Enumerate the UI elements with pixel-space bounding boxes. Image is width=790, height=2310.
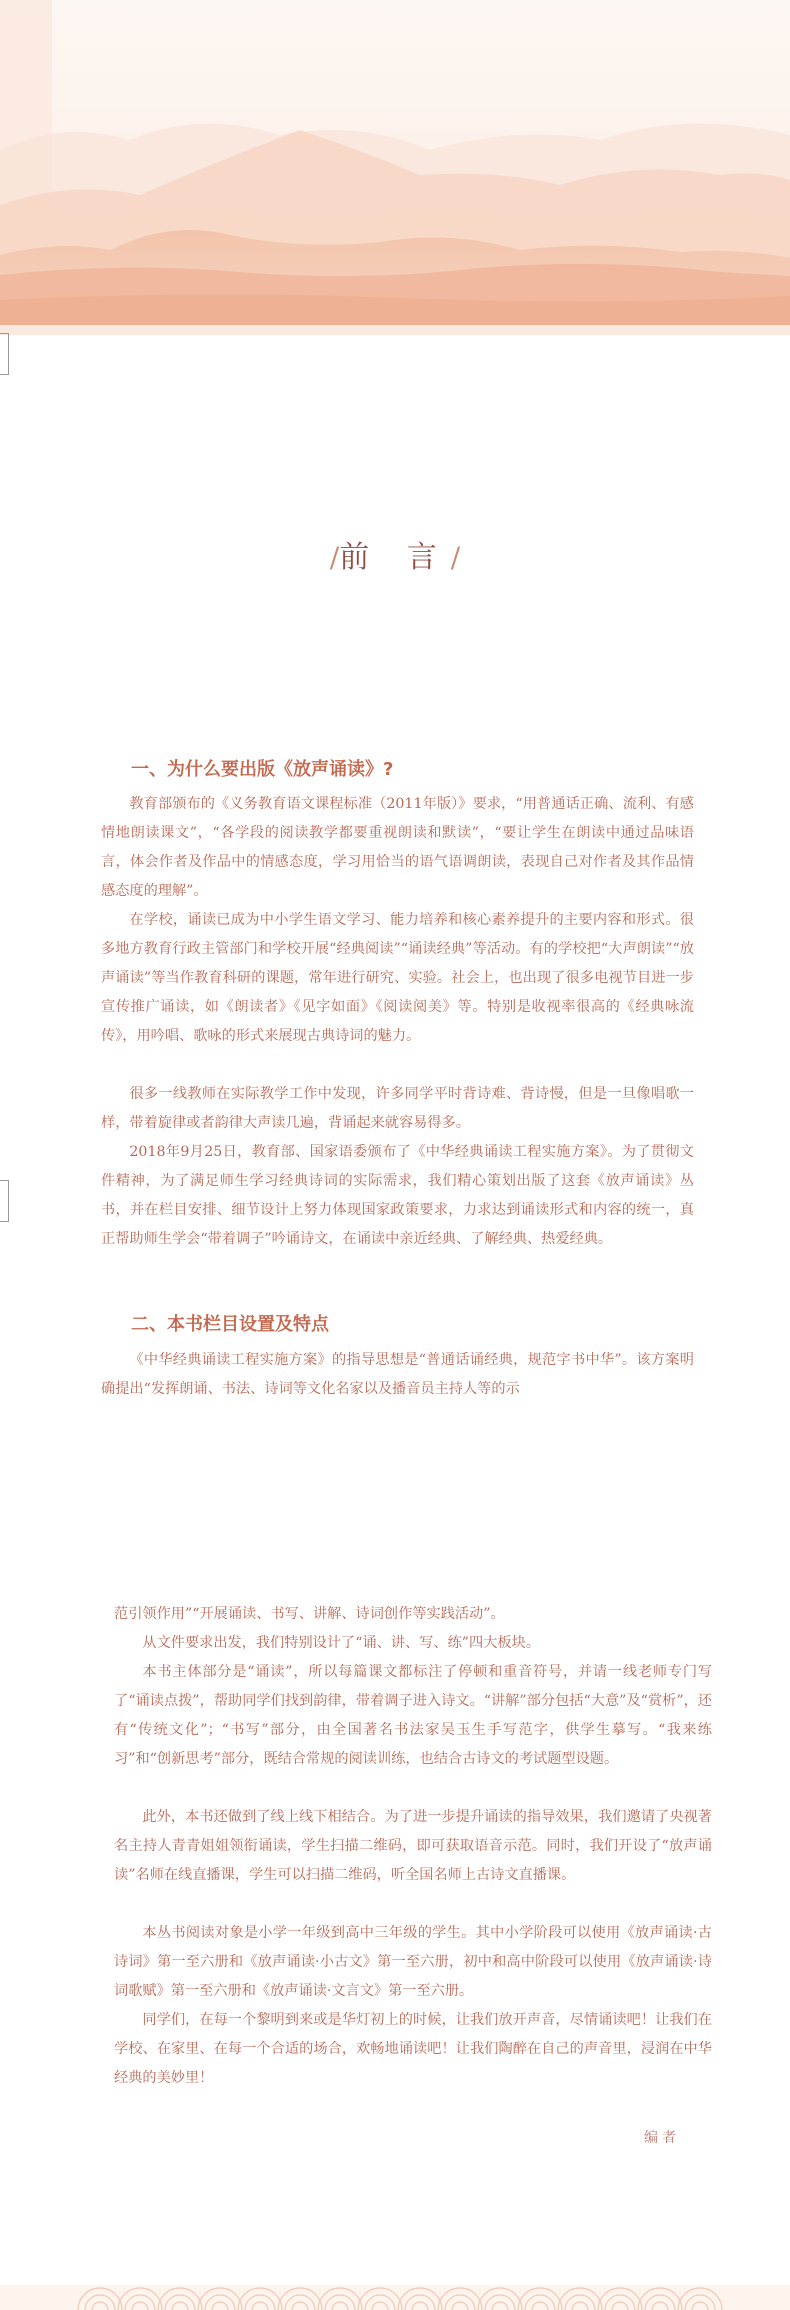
page-title: /前 言/ [329,540,461,575]
paragraph: 教育部颁布的《义务教育语文课程标准（2011年版）》要求，“用普通话正确、流利、有感情地朗读课文”，“各学段的阅读教学都要重视朗读和默读”，“要让学生在朗读中通过品味语言，体会作者及作品中的情感态度，学习用恰当的语气语调朗读，表现自己对作者及其作品情感态度的理解”。 [101,796,694,899]
paragraph: 本丛书阅读对象是小学一年级到高中三年级的学生。其中小学阶段可以使用《放声诵读·古诗词》第一至六册和《放声诵读·小古文》第一至六册，初中和高中阶段可以使用《放声诵读·诗词歌赋》第一至六册和《放声诵读·文言文》第一至六册。 [114,1925,712,1999]
page-edge-marker [0,333,9,375]
paragraph: 很多一线教师在实际教学工作中发现，许多同学平时背诗难、背诗慢，但是一旦像唱歌一样，带着旋律或者韵律大声读几遍，背诵起来就容易得多。 [101,1086,694,1131]
wave-circle-pattern [0,2285,790,2310]
page-title-text: 前 言 [339,540,451,575]
paragraph: 2018年9月25日，教育部、国家语委颁布了《中华经典诵读工程实施方案》。为了贯彻文件精神，为了满足师生学习经典诗词的实际需求，我们精心策划出版了这套《放声诵读》丛书，并在栏目安排、细节设计上努力体现国家政策要求，力求达到诵读形式和内容的统一，真正帮助师生学会“带着调子”吟诵诗文，在诵读中亲近经典、了解经典、热爱经典。 [101,1144,694,1247]
paragraph: 本书主体部分是“诵读”，所以每篇课文都标注了停顿和重音符号，并请一线老师专门写了“诵读点拨”，帮助同学们找到韵律，带着调子进入诗文。“讲解”部分包括“大意”及“赏析”，还有“传统文化”；“书写”部分，由全国著名书法家吴玉生手写范字，供学生摹写。“我来练习”和“创新思考”部分，既结合常规的阅读训练，也结合古诗文的考试题型设题。 [114,1664,712,1767]
paragraph: 在学校，诵读已成为中小学生语文学习、能力培养和核心素养提升的主要内容和形式。很多地方教育行政主管部门和学校开展“经典阅读”“诵读经典”等活动。有的学校把“大声朗读”“放声诵读”等当作教育科研的课题，常年进行研究、实验。社会上，也出现了很多电视节目进一步宣传推广诵读，如《朗读者》《见字如面》《阅读阅美》等。特别是收视率很高的《经典咏流传》，用吟唱、歌咏的形式来展现古典诗词的魅力。 [101,912,694,1044]
paragraph-continued: 范引领作用”“开展诵读、书写、讲解、诗词创作等实践活动”。 [114,1606,505,1622]
paragraph: 同学们，在每一个黎明到来或是华灯初上的时候，让我们放开声音，尽情诵读吧！让我们在学校、在家里、在每一个合适的场合，欢畅地诵读吧！让我们陶醉在自己的声音里，浸润在中华经典的美妙里！ [114,2012,712,2086]
paragraph: 从文件要求出发，我们特别设计了“诵、讲、写、练”四大板块。 [142,1635,540,1651]
paragraph: 此外，本书还做到了线上线下相结合。为了进一步提升诵读的指导效果，我们邀请了央视著名主持人青青姐姐领衔诵读，学生扫描二维码，即可获取语音示范。同时，我们开设了“放声诵读”名师在线直播课，学生可以扫描二维码，听全国名师上古诗文直播课。 [114,1809,712,1883]
section-heading: 二、本书栏目设置及特点 [131,1314,329,1335]
page-edge-marker [0,1180,9,1222]
section-heading: 一、为什么要出版《放声诵读》? [131,759,394,780]
paragraph: 《中华经典诵读工程实施方案》的指导思想是“普通话诵经典，规范字书中华”。该方案明确提出“发挥朗诵、书法、诗词等文化名家以及播音员主持人等的示 [101,1352,694,1397]
mountain-landscape-banner [0,0,790,335]
signature: 编者 [644,2130,680,2146]
